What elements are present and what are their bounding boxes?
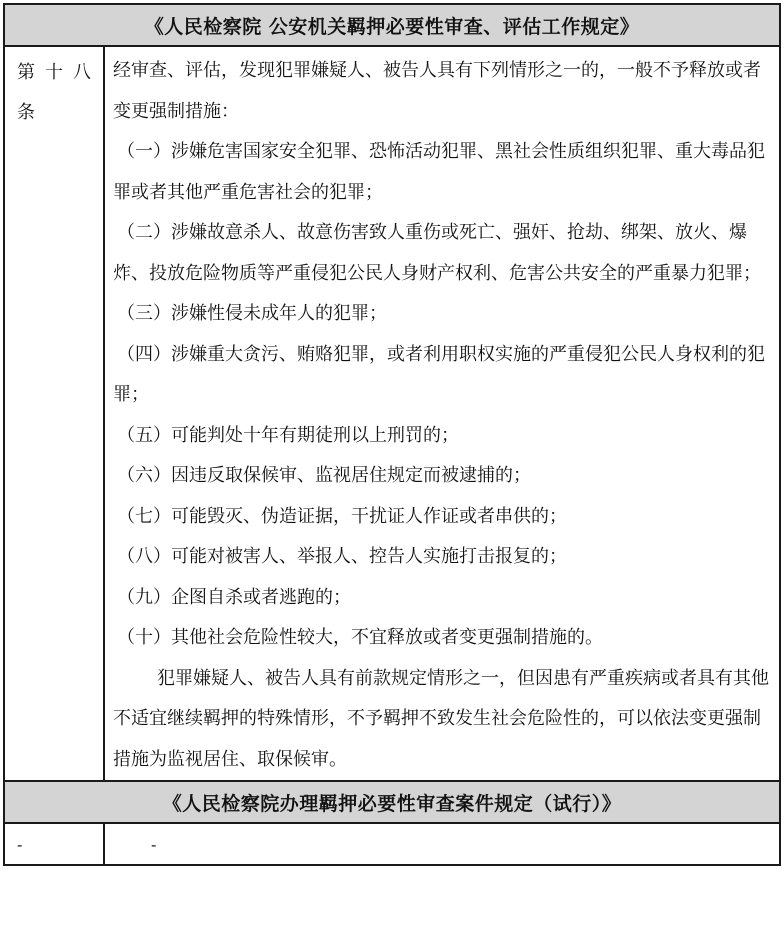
empty-row xyxy=(4,823,780,865)
header-row-2 xyxy=(4,781,780,823)
regulation-title-1: 《人民检察院 公安机关羁押必要性审查、评估工作规定》 xyxy=(4,4,780,46)
article-row xyxy=(4,46,780,781)
article-intro: 经审查、评估，发现犯罪嫌疑人、被告人具有下列情形之一的，一般不予释放或者变更强制措施： xyxy=(113,60,761,122)
article-item-6: （六）因违反取保候审、监视居住规定而被逮捕的； xyxy=(117,465,531,486)
header-row-1 xyxy=(4,4,780,46)
article-item-5: （五）可能判处十年有期徒刑以上刑罚的； xyxy=(117,424,459,446)
article-item-4: （四）涉嫌重大贪污、贿赂犯罪，或者利用职权实施的严重侵犯公民人身权利的犯罪； xyxy=(113,343,765,405)
regulation-table xyxy=(3,3,781,866)
article-label: 第十八条 xyxy=(4,46,104,781)
article-item-10: （十）其他社会危险性较大，不宜释放或者变更强制措施的。 xyxy=(117,627,603,648)
article-closing: 犯罪嫌疑人、被告人具有前款规定情形之一，但因患有严重疾病或者具有其他不适宜继续羁押的特殊情形，不予羁押不致发生社会危险性的，可以依法变更强制措施为监视居住、取保候审。 xyxy=(113,667,769,770)
article-item-2: （二）涉嫌故意杀人、故意伤害致人重伤或死亡、强奸、抢劫、绑架、放火、爆炸、投放危险物质等严重侵犯公民人身财产权利、危害公共安全的严重暴力犯罪； xyxy=(113,222,761,284)
article-item-1: （一）涉嫌危害国家安全犯罪、恐怖活动犯罪、黑社会性质组织犯罪、重大毒品犯罪或者其他严重危害社会的犯罪； xyxy=(113,141,765,203)
regulation-page xyxy=(3,3,779,866)
empty-label-cell: - xyxy=(4,823,104,865)
article-item-9: （九）企图自杀或者逃跑的； xyxy=(117,586,351,608)
article-item-7: （七）可能毁灭、伪造证据，干扰证人作证或者串供的； xyxy=(117,505,567,527)
article-content xyxy=(104,46,780,781)
regulation-title-2: 《人民检察院办理羁押必要性审查案件规定（试行）》 xyxy=(4,781,780,823)
article-item-3: （三）涉嫌性侵未成年人的犯罪； xyxy=(117,303,387,324)
empty-content-cell: - xyxy=(104,823,780,865)
article-item-8: （八）可能对被害人、举报人、控告人实施打击报复的； xyxy=(117,546,567,567)
